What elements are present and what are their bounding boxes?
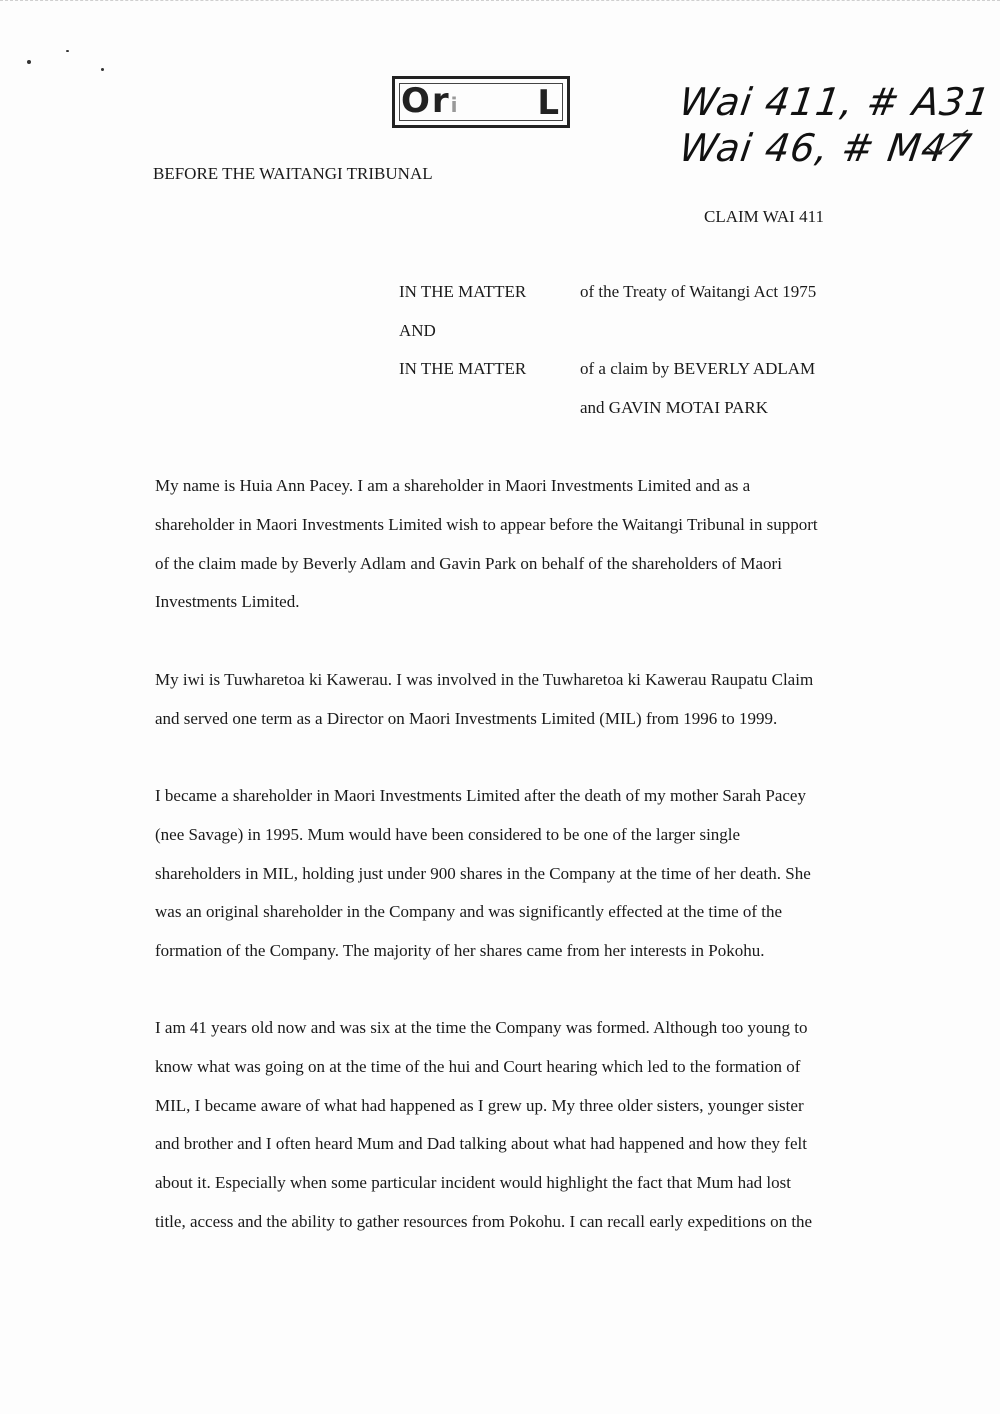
- paragraph-line: shareholder in Maori Investments Limited wish to appear before the Waitangi Tribunal in support: [155, 514, 818, 534]
- paragraph-line: My iwi is Tuwharetoa ki Kawerau. I was involved in the Tuwharetoa ki Kawerau Raupatu Claim: [155, 670, 814, 689]
- paragraph-line: (nee Savage) in 1995. Mum would have been considered to be one of the larger single: [155, 824, 741, 844]
- paragraph-line: and served one term as a Director on Maori Investments Limited (MIL) from 1996 to 1999.: [155, 708, 778, 728]
- matter-label-2: IN THE MATTER: [399, 359, 527, 378]
- matter-label-1: IN THE MATTER: [399, 282, 527, 301]
- matter-value-2-cont: and GAVIN MOTAI PARK: [580, 398, 769, 417]
- scan-edge: [0, 0, 1000, 7]
- matter-value-2: of a claim by BEVERLY ADLAM: [580, 359, 816, 378]
- scan-speck: [101, 68, 104, 71]
- statement-paragraph: [155, 1018, 835, 1251]
- scan-speck: [66, 50, 69, 52]
- scan-speck: [27, 60, 31, 64]
- paragraph-line: shareholders in MIL, holding just under 900 shares in the Company at the time of her death. She: [155, 863, 811, 883]
- matter-value-1: of the Treaty of Waitangi Act 1975: [580, 282, 817, 301]
- paragraph-line: MIL, I became aware of what had happened as I grew up. My three older sisters, younger sister: [155, 1095, 804, 1115]
- paragraph-line: know what was going on at the time of the hui and Court hearing which led to the formation of: [155, 1056, 801, 1076]
- original-stamp: [392, 76, 570, 128]
- paragraph-line: about it. Especially when some particular incident would highlight the fact that Mum had lost: [155, 1173, 791, 1193]
- matter-and: AND: [399, 321, 436, 340]
- paragraph-line: My name is Huia Ann Pacey. I am a shareholder in Maori Investments Limited and as a: [155, 476, 751, 495]
- paragraph-line: title, access and the ability to gather resources from Pokohu. I can recall early expeditions on the: [155, 1211, 813, 1231]
- paragraph-line: of the claim made by Beverly Adlam and Gavin Park on behalf of the shareholders of Maori: [155, 553, 782, 573]
- tribunal-heading: BEFORE THE WAITANGI TRIBUNAL: [153, 164, 433, 183]
- handwritten-reference-2: Wai 46, # M47: [676, 126, 976, 170]
- statement-paragraph: [155, 476, 835, 631]
- paragraph-line: and brother and I often heard Mum and Dad talking about what had happened and how they felt: [155, 1134, 807, 1154]
- statement-paragraph: [155, 786, 835, 980]
- stamp-text: Ori: [401, 81, 460, 121]
- paragraph-line: was an original shareholder in the Company and was significantly effected at the time of the: [155, 902, 783, 922]
- paragraph-line: formation of the Company. The majority of her shares came from her interests in Pokohu.: [155, 941, 765, 961]
- handwritten-reference-1: Wai 411, # A31: [676, 80, 994, 124]
- paragraph-line: I am 41 years old now and was six at the time the Company was formed. Although too young to: [155, 1018, 808, 1037]
- statement-paragraph: [155, 670, 835, 748]
- paragraph-line: Investments Limited.: [155, 592, 300, 612]
- check-mark-icon: [926, 128, 970, 156]
- stamp-text-fragment: L: [537, 83, 559, 123]
- claim-number: CLAIM WAI 411: [704, 207, 824, 226]
- paragraph-line: I became a shareholder in Maori Investments Limited after the death of my mother Sarah Pacey: [155, 786, 806, 805]
